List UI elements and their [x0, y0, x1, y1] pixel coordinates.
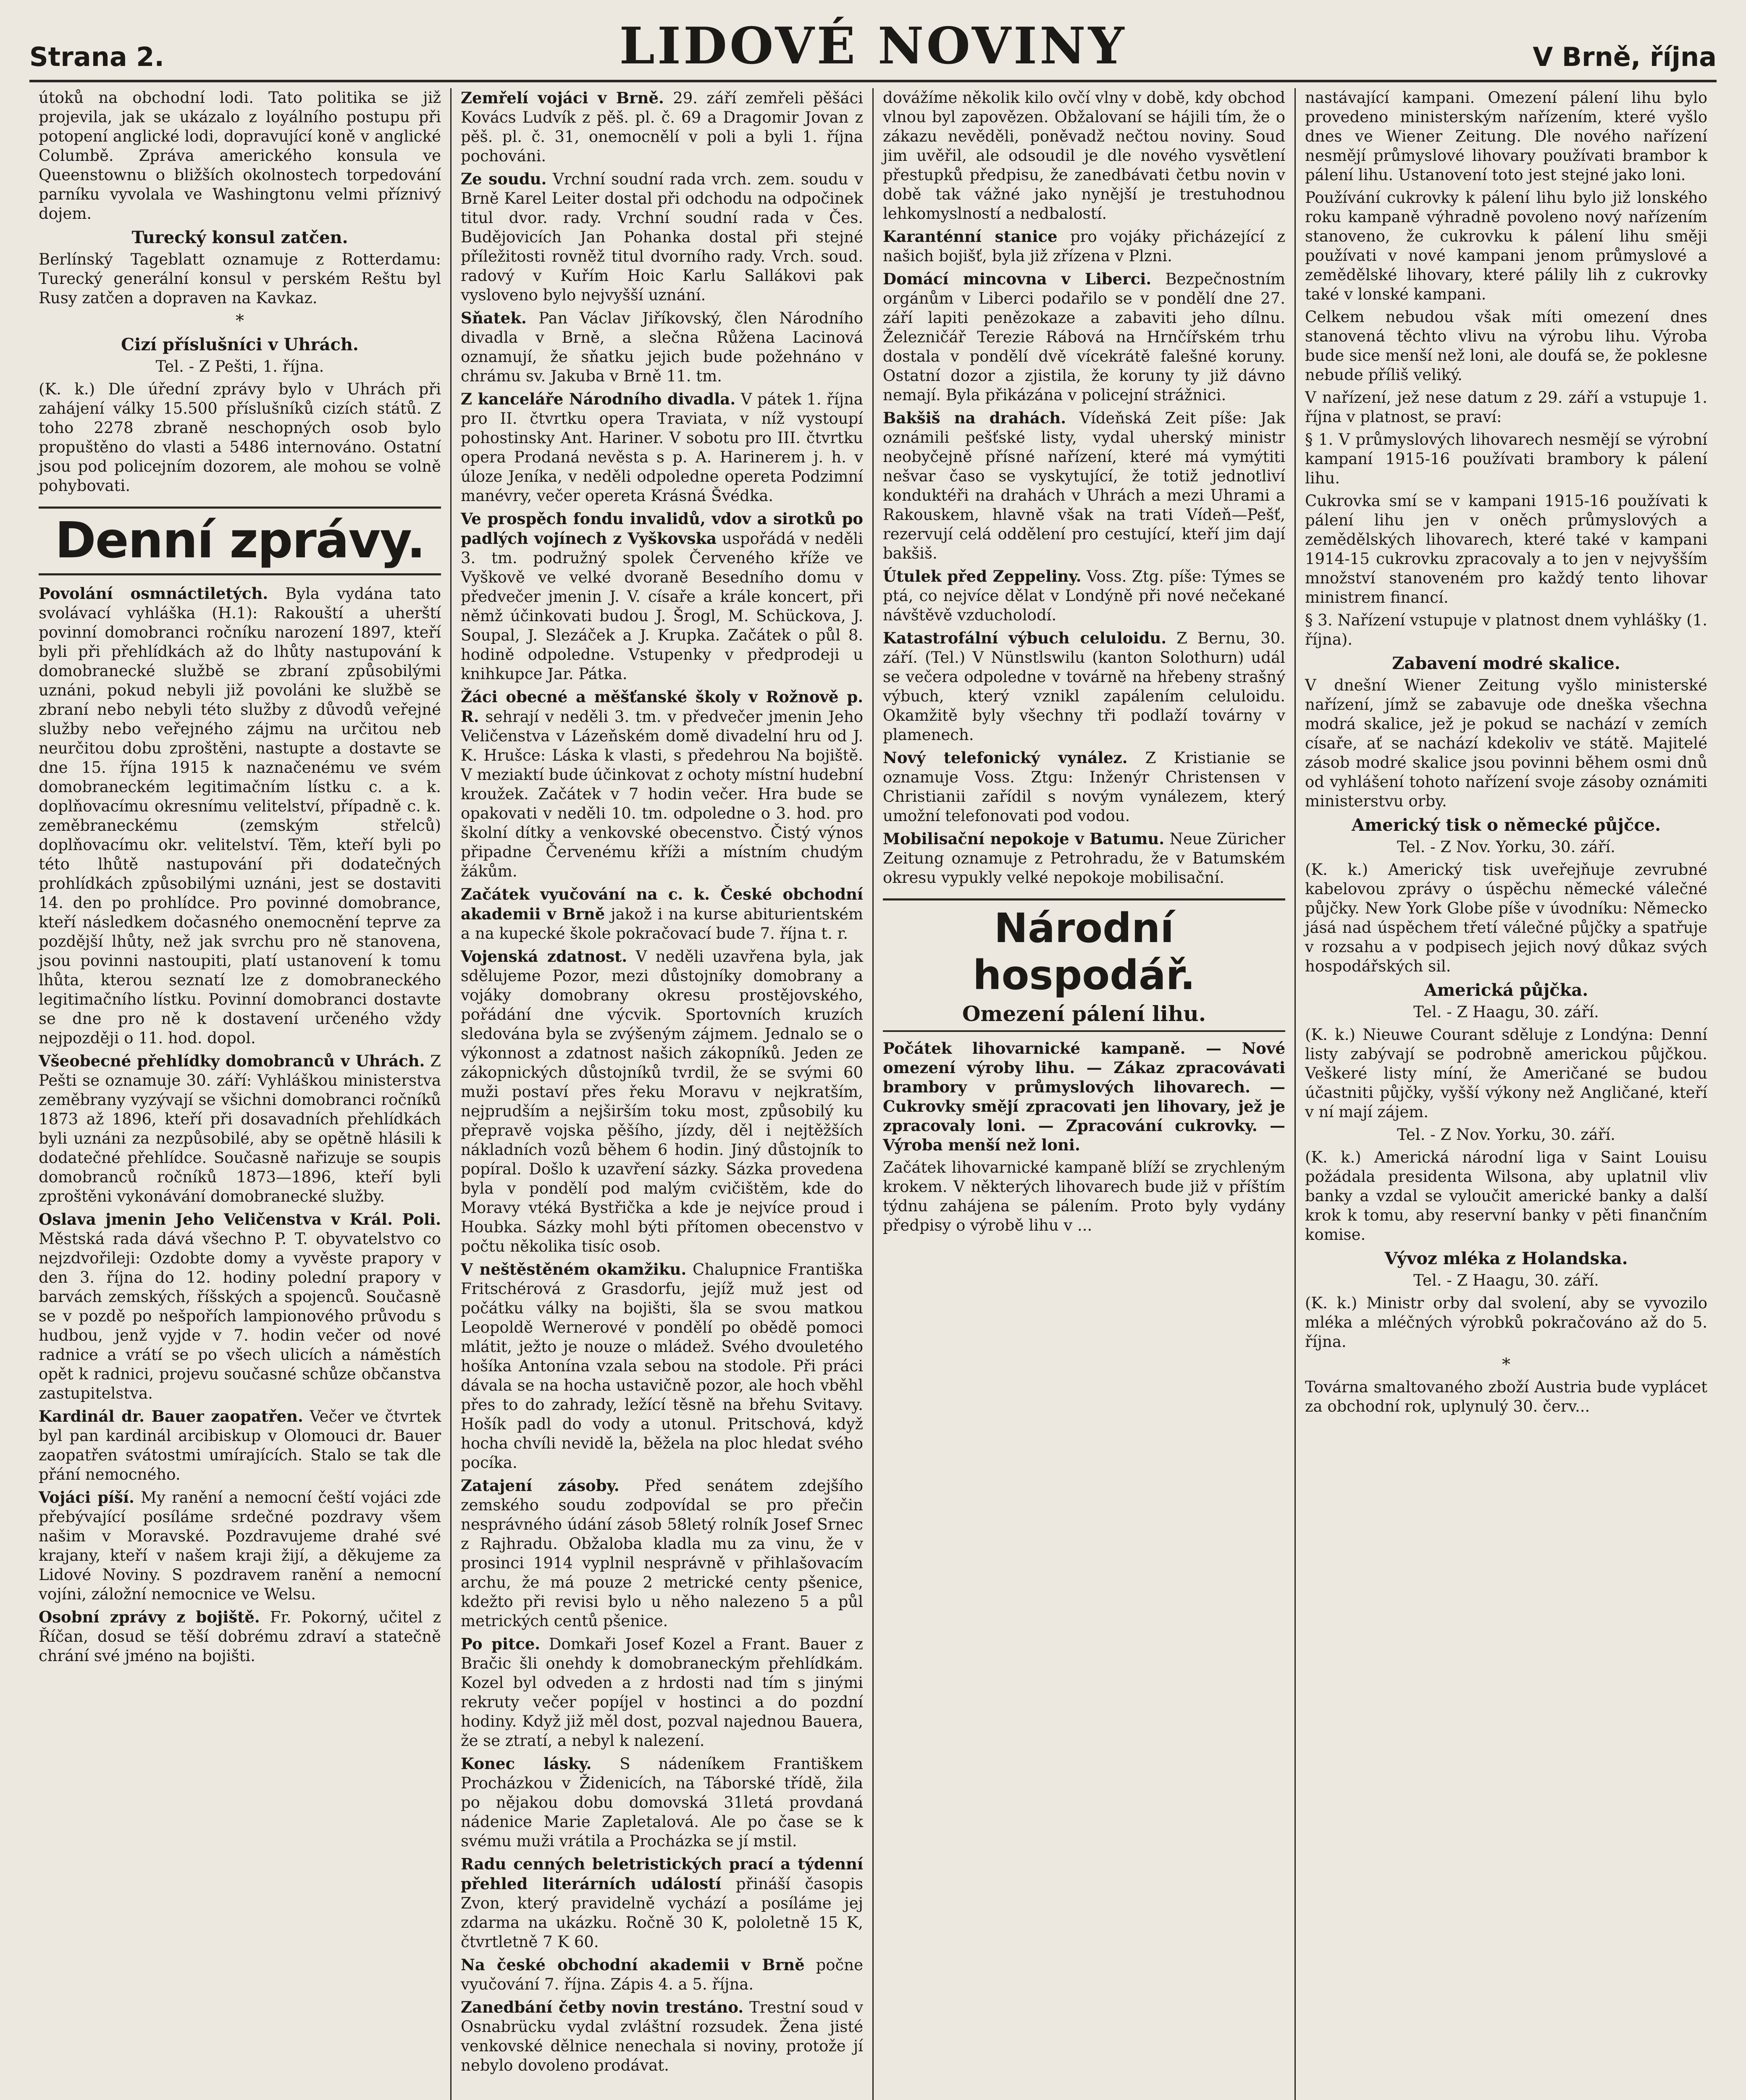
- article-narizeni: V nařízení, jež nese datum z 29. září a vstupuje 1. října v platnost, se praví:: [1305, 388, 1707, 426]
- headline-domaci: Domácí mincovna v Liberci.: [883, 270, 1152, 288]
- article-zemreli: 29. září zemřeli pěšáci Kovács Ludvík z pěš. pl. č. 69 a Dragomir Jovan z pěš. pl. č. 31, onemocnělí v poli a byli 1. října pochováni.: [461, 89, 864, 165]
- headline-kardinal: Kardinál dr. Bauer zaopatřen.: [39, 1407, 303, 1425]
- headline-soude: Ze soudu.: [461, 170, 547, 188]
- headline-americky: Americký tisk o německé půjčce.: [1351, 815, 1661, 835]
- dateline-americka-pujcka: Tel. - Z Haagu, 30. září.: [1413, 1003, 1599, 1021]
- headline-ceske: Na české obchodní akademii v Brně: [461, 1956, 805, 1974]
- headline-nestesteni: V neštěstěném okamžiku.: [461, 1260, 687, 1278]
- section-heading-narodni: Národní hospodář.: [883, 898, 1285, 999]
- headline-karantena: Karanténní stanice: [883, 227, 1058, 246]
- article-povolani: Byla vydána tato svolávací vyhláška (H.1): Rakouští a uherští povinní domobranci ročníku narození 1897, kteří byli při přehlídkách až do lhůty nastupování k domobranecké službě se zbraní způsobilými uznáni, pokud nebyli již povoláni ke službě se zbraní nebo nebyli této služby z důvodů veřejné služby nebo veřejného zájmu na určitou neb neurčitou dobu zproštěni, nastupte a dostavte se dne 15. října 1915 k naznačenému ve svém domobraneckém legitimačním lístku c. a k. doplňovacímu okresnímu velitelství, případně c. k. zeměbraneckému (zemským střelců) doplňovacímu okr. velitelství. Těm, kteří byli po této lhůtě nastupování při dodatečných prohlídkách způsobilými uznáni, jest se dostaviti 14. den po prohlídce. Pro povinné domobrance, kteří následkem dočasného onemocnění teprve za pozdější lhůty, než jak svrchu pro ně stanovena, jsou povinni nastoupiti, platí ustanovení k tomu lhůta, kterou seznatí lze z domobraneckého legitimačního lístku. Povinní domobranci dostavte se dne pro ně k dostavení určeného vždy nejpozději o 11. hod. dopol.: [39, 585, 441, 1047]
- paragraph-2: Cukrovka smí se v kampani 1915-16 používati k pálení lihu jen v oněch průmyslových a zemědělských lihovarech, které také v kampani 1914-15 cukrovku zpracovaly a to jen v nejvyšším množství stanoveném pro každý tento lihovar ministrem financí.: [1305, 492, 1707, 606]
- article-zanedbani: Trestní soud v Osnabrücku vydal zvláštní rozsudek. Žena jisté venkovské dělnice nenechala si noviny, protože jí nebylo dovoleno prodávat.: [461, 1998, 863, 2074]
- article-prospech: uspořádá v neděli 3. tm. podružný spolek Červeného kříže ve Vyškově ve velké dvoraně Besedního domu v předvečer jmenin J. V. císaře a krále koncert, při němž účinkovati budou J. Šrogl, M. Schückova, J. Soupal, J. Slezáček a J. Krupka. Začátek o půl 8. hodině odpoledne. Vstupenky v předprodeji u knihkupce Jar. Pátka.: [461, 530, 864, 683]
- article-celkem: Celkem nebudou však míti omezení dnes stanovená těchto vlivu na výrobu lihu. Výroba bude sice menší než loni, ale doufá se, že poklesne nebude příliš veliký.: [1305, 308, 1707, 384]
- headline-povolani: Povolání osmnáctiletých.: [39, 584, 268, 603]
- newspaper-title: LIDOVÉ NOVINY: [619, 16, 1127, 76]
- article-ceske: počne vyučování 7. října. Zápis 4. a 5. října.: [461, 1956, 864, 1993]
- headline-baksis: Bakšiš na drahách.: [883, 409, 1066, 427]
- headline-radu: Radu cenných beletristických prací a týdenní přehled literárních událostí: [461, 1855, 863, 1893]
- column-4: [1296, 88, 1717, 2100]
- headline-zabaveni: Zabavení modré skalice.: [1392, 654, 1620, 673]
- article-domaci: Bezpečnostním orgánům v Liberci podařilo se v pondělí dne 27. září lapiti penězokaze a zabaviti jeho dílnu. Železničář Terezie Rábová na Hrnčířském trhu dostala v pondělí dvě vícekrátě falešné koruny. Ostatní dozor a zjistila, že koruny ty již dávno nemají. Byla přikázána v policejní strážnici.: [883, 270, 1285, 404]
- article-continuation: nastávající kampani. Omezení pálení lihu bylo provedeno ministerským nařízením, které vyšlo dnes ve Wiener Zeitung. Dle nového nařízení nesmějí průmyslové lihovary používati brambor k pálení lihu. Ustanovení toto jest stejné jako loni.: [1305, 89, 1707, 184]
- article-tovarna: Továrna smaltovaného zboží Austria bude vyplácet za obchodní rok, uplynulý 30. červ...: [1305, 1378, 1707, 1415]
- column-3: [874, 88, 1296, 2100]
- column-1: [29, 88, 452, 2100]
- headline-zanedbani: Zanedbání četby novin trestáno.: [461, 1998, 744, 2016]
- headline-pitce: Po pitce.: [461, 1635, 541, 1653]
- article-konec: S nádeníkem Františkem Procházkou v Židenicích, na Táborské třídě, žila po nějakou dobu domovská 31letá provdaná nádenice Marie Zapletalová. Ale po čase se k svému muži vrátila a Procházka se jí mstil.: [461, 1755, 863, 1850]
- masthead: [29, 17, 1717, 82]
- article-snatek: Pan Václav Jiříkovský, člen Národního divadla v Brně, a slečna Růžena Lacinová oznamují, že sňatku jejich bude požehnáno v chrámu sv. Jakuba v Brně 11. tm.: [461, 309, 863, 385]
- article-zacatek-lih: Začátek lihovarnické kampaně blíží se zrychleným krokem. V některých lihovarech bude již v příštím týdnu zahájena se pálením. Proto byly vydány předpisy o výrobě lihu v ...: [883, 1158, 1285, 1234]
- separator-star: *: [236, 311, 244, 331]
- headline-zemreli: Zemřelí vojáci v Brně.: [461, 89, 664, 107]
- article-baksis: Vídeňská Zeit píše: Jak oznámili pešťské listy, vydal uherský ministr neobyčejně přísné nařízení, které má vymýtiti nešvar časo se vyskytující, že totiž jednotliví konduktéři na drahách v Uhrách a mezi Uhrami a Rakouskem, hlavně však na trati Vídeň—Pešť, rezervují celá oddělení pro cestující, kteří jim dají bakšiš.: [883, 409, 1286, 562]
- headline-zacatek: Začátek vyučování na c. k. České obchodní akademii v Brně: [461, 885, 863, 923]
- article-nestesteni: Chalupnice Františka Fritschérová z Grasdorfu, jejíž muž jest od počátku války na bojišti, šla se svou matkou Leopoldě Wernerové v pondělí po obědě pomoci mlátit, ježto je nouze o mládež. Svého dvouletého hošíka Antonína vzala sebou na stodole. Při práci dávala se na hocha ustavičně pozor, ale hoch vběhl přes to do zahrady, ležící těsně na břehu Svitavy. Hošík padl do vody a utonul. Pritschová, když hocha chvíli nevidě la, běžela na ploc hledat svého pocíka.: [461, 1260, 863, 1472]
- headline-katastrofa: Katastrofální výbuch celuloidu.: [883, 629, 1167, 647]
- dateline: V Brně, října: [1533, 42, 1717, 72]
- article-americka-pujcka: (K. k.) Nieuwe Courant sděluje z Londýna: Denní listy zabývají se podrobně americkou půjčkou. Veškeré listy míní, že Američané se budou účastniti půjčky, vyšší výkony než Angličané, kteří v ní mají zájem.: [1305, 1026, 1707, 1121]
- article-zaci: sehrají v neděli 3. tm. v předvečer jmenin Jeho Veličenstva v Lázeňském domě divadelní hru od J. K. Hrušce: Láska k vlasti, s předehrou Na bojiště. V meziaktí bude účinkovat z ochoty místní hudební kroužek. Začátek v 7 hodin večer. Hra bude se opakovati v neděli 10. tm. odpoledne o 3. hod. pro školní dítky a venkovské obecenstvo. Čistý výnos připadne Červenému kříži a místním chudým žákům.: [461, 708, 863, 880]
- dateline-americky: Tel. - Z Nov. Yorku, 30. září.: [1397, 838, 1615, 856]
- article-telefon: Z Kristianie se oznamuje Voss. Ztgu: Inženýr Christensen v Christianii zařídil s novým vynálezem, který umožní telefonovati pod vodou.: [883, 749, 1285, 825]
- headline-prospech: Ve prospěch fondu invalidů, vdov a sirotků po padlých vojínech z Vyškovska: [461, 509, 863, 548]
- headline-vseobecne: Všeobecné přehlídky domobranců v Uhrách.: [39, 1052, 425, 1070]
- article-radu: přináší časopis Zvon, který pravidelně vychází a posíláme jej zdarma na ukázku. Ročně 30 K, pololetně 15 K, čtvrtletně 7 K 60.: [461, 1875, 864, 1951]
- article-osobni: Fr. Pokorný, učitel z Říčan, dosud se těší dobrému zdraví a statečně chrání své jméno na bojišti.: [39, 1608, 441, 1665]
- page-label: Strana 2.: [29, 42, 164, 72]
- article-karantena: pro vojáky přicházející z našich bojišť, byla již zřízena v Plzni.: [883, 228, 1285, 265]
- article-vojenska: V neděli uzavřena byla, jak sdělujeme Pozor, mezi důstojníky domobrany a vojáky domobrany okresu prostějovského, pořádání dne výcvik. Sportovních kruzích sledována byla se zvýšeným zájmem. Jednalo se o výkonnost a zdatnost našich zákopníků. Jeden ze zákopnických důstojníků tvrdil, že se svými 60 muži postaví přes řeku Moravu v nejkratším, nejprudším a nejširším toku most, způsobilý ku přepravě vojska pěšího, jízdy, děl i nejtěžších nákladních vozů během 6 hodin. Jiný důstojník to popíral. Došlo k uzavření sázky. Sázka provedena byla v pondělí pod malým cvičištěm, kde do Moravy vtéká Bystřička a kde je nejvíce proud i Houbka. Sázky mohl býti přítomen obecenstvo v počtu několika tisíc osob.: [461, 948, 863, 1255]
- paragraph-1: § 1. V průmyslových lihovarech nesmějí se výrobní kampaní 1915-16 používati brambory k pálení lihu.: [1305, 430, 1707, 487]
- article-zatajeni: Před senátem zdejšího zemského soudu zodpovídal se pro přečin nesprávného údání zásob 58letý rolník Josef Srnec z Rajhradu. Obžaloba kladla mu za vinu, že v prosinci 1914 vyplnil nesprávně v přihlašovacím archu, že má pouze 2 metrické centy pšenice, kdežto při revisi bylo u něho nalezeno 5 a půl metrických centů pšenice.: [461, 1477, 863, 1630]
- article-zabaveni: V dnešní Wiener Zeitung vyšlo ministerské nařízení, jímž se zabavuje ode dneška všechna modrá skalice, jež je pokud se nachází v zemích císaře, ať se nachází kdekoliv ve státě. Majitelé zásob modré skalice jsou povinni během osmi dnů od vyhlášení tohoto nařízení svoje zásoby oznámiti ministerstvu orby.: [1305, 676, 1707, 810]
- headline-oslava: Oslava jmenin Jeho Veličenstva v Král. Poli.: [39, 1210, 441, 1228]
- article-mobilisace: Neue Züricher Zeitung oznamuje z Petrohradu, že v Batumském okresu vypukly velké nepokoje mobilisační.: [883, 830, 1286, 887]
- dateline-ny: Tel. - Z Nov. Yorku, 30. září.: [1397, 1126, 1615, 1144]
- article-vojaci: My ranění a nemocní čeští vojáci zde přebývající posíláme srdečné pozdravy všem našim v Moravské. Pozdravujeme drahé své krajany, kteří v našem kraji žijí, a děkujeme za Lidové Noviny. S pozdravem ranění a nemocní vojíni, záložní nemocnice ve Welsu.: [39, 1488, 441, 1603]
- headline-kancelar: Z kanceláře Národního divadla.: [461, 390, 736, 408]
- article-soude: Vrchní soudní rada vrch. zem. soudu v Brně Karel Leiter dostal při odchodu na odpočinek titul dvor. rady. Vrchní soudní rada v Čes. Budějovicích Jan Pohanka dostal při stejné příležitosti rovněž titul dvorního rady. Vrch. soud. radový v Kuřím Hoic Karlu Sallákovi pak vysloveno bylo nejvyšší uznání.: [461, 170, 864, 304]
- dateline-vyvoz: Tel. - Z Haagu, 30. září.: [1413, 1271, 1599, 1289]
- article-vyvoz: (K. k.) Ministr orby dal svolení, aby se vyvozilo mléka a mléčných výrobků pokračováno až do 5. října.: [1305, 1294, 1707, 1351]
- headline-osobni: Osobní zprávy z bojiště.: [39, 1608, 260, 1626]
- subheading-omezeni: Omezení pálení lihu.: [883, 1001, 1285, 1032]
- section-heading-denni: Denní zprávy.: [39, 507, 441, 575]
- article-cizi: (K. k.) Dle úřední zprávy bylo v Uhrách při zahájení války 15.500 příslušníků cizích států. Z toho 2278 zbraně neschopných osob bylo propuštěno do vlasti a 5486 internováno. Ostatní jsou pod policejním dozorem, ale mohou se volně pohybovati.: [39, 380, 441, 495]
- article-summary: Počátek lihovarnické kampaně. — Nové omezení výroby lihu. — Zákaz zpracovávati brambory v průmyslových lihovarech. — Cukrovky smějí zpracovati jen lihovary, jež je zpracovaly loni. — Zpracování cukrovky. — Výroba menší než loni.: [883, 1039, 1285, 1154]
- article-pitce: Domkaři Josef Kozel a Frant. Bauer z Bračic šli onehdy k domobraneckým přehlídkám. Kozel byl odveden a z hrdosti nad tím s jinými rekruty večer popíjel v hostinci a do pozdní hodiny. Když již měl dost, pozval najednou Bauera, že se ztratí, a nebyl k nalezení.: [461, 1635, 863, 1750]
- headline-zaci: Žáci obecné a měšťanské školy v Rožnově p. R.: [461, 688, 863, 726]
- article-vseobecne: Z Pešti se oznamuje 30. září: Vyhláškou ministerstva zeměbrany vyzývají se všichni domobranci ročníků 1873 až 1896, kteří při dosavadních přehlídkách byli uznáni za nezpůsobilé, aby se opětně hlásili k dodatečné přehlídce. Současně nařizuje se soupis domobranců ročníků 1873—1896, kteří byli zproštěni vykonávání domobranecké služby.: [39, 1052, 441, 1205]
- headline-americka-pujcka: Americká půjčka.: [1424, 980, 1588, 1000]
- headline-vojaci: Vojáci píší.: [39, 1488, 134, 1507]
- headline-vojenska: Vojenská zdatnost.: [461, 947, 628, 966]
- columns: [29, 88, 1717, 2100]
- dateline-cizi: Tel. - Z Pešti, 1. října.: [155, 357, 324, 375]
- headline-telefon: Nový telefonický vynález.: [883, 748, 1128, 767]
- paragraph-3: § 3. Nařízení vstupuje v platnost dnem vyhlášky (1. října).: [1305, 611, 1707, 648]
- article-continuation: dovážíme několik kilo ovčí vlny v době, kdy obchod vlnou byl zapovězen. Obžalovaní se hájili tím, že o zákazu nevěděli, poněvadž nečtou noviny. Soud jim uvěřil, ale odsoudil je dle nového vysvětlení přestupků předpisu, že zanedbávati četbu novin v době tak vážné jako nynější je trestuhodnou lehkomyslností a nedbalostí.: [883, 89, 1285, 223]
- article-continuation: útoků na obchodní lodi. Tato politika se již projevila, jak se ukázalo z loyálního postupu při potopení anglické lodi, dopravující koně v anglické Columbě. Zpráva amerického konsula ve Queenstownu o bližších okolnostech torpedování parníku vyvolala ve Washingtonu velmi příznivý dojem.: [39, 89, 441, 223]
- article-katastrofa: Z Bernu, 30. září. (Tel.) V Nünstlswilu (kanton Solothurn) udál se večera odpoledne v továrně na hřebeny strašný výbuch, který vznikl zapálením celuloidu. Okamžitě byly všechny tři podlaží továrny v plamenech.: [883, 629, 1285, 744]
- article-turecky: Berlínský Tageblatt oznamuje z Rotterdamu: Turecký generální konsul v perském Reštu byl Rusy zatčen a dopraven na Kavkaz.: [39, 250, 441, 307]
- headline-cizi: Cizí příslušníci v Uhrách.: [121, 335, 359, 354]
- article-kardinal: Večer ve čtvrtek byl pan kardinál arcibiskup v Olomouci dr. Bauer zaopatřen svátostmi umírajících. Stalo se tak dle přání nemocného.: [39, 1407, 441, 1483]
- article-americky: (K. k.) Americký tisk uveřejňuje zevrubné kabelovou zprávy o úspěchu německé válečné půjčky. New York Globe píše v úvodníku: Německo jásá nad úspěchem třetí válečné půjčky a spatřuje v rozsahu a v podpisech jejich nový důkaz svých hospodářských sil.: [1305, 861, 1707, 975]
- headline-snatek: Sňatek.: [461, 309, 527, 327]
- article-zacatek: jakož i na kurse abiturientském a na kupecké škole pokračovací bude 7. října t. r.: [461, 905, 864, 942]
- separator-star: *: [1502, 1355, 1510, 1374]
- headline-konec: Konec lásky.: [461, 1754, 592, 1773]
- headline-utulek: Útulek před Zeppeliny.: [883, 567, 1082, 585]
- headline-turecky: Turecký konsul zatčen.: [131, 228, 348, 247]
- article-ny: (K. k.) Americká národní liga v Saint Louisu požádala presidenta Wilsona, aby uplatnil vliv banky a vzdal se vyloučit americké banky a další krok k tomu, aby reservní banky v pěti finančním komise.: [1305, 1148, 1707, 1244]
- article-utulek: Voss. Ztg. píše: Týmes se ptá, co nejvíce dělat v Londýně při nové nečekané návštěvě vzducholodí.: [883, 567, 1286, 624]
- column-2: [452, 88, 874, 2100]
- headline-mobilisace: Mobilisační nepokoje v Batumu.: [883, 830, 1165, 848]
- article-pouzivani: Používání cukrovky k pálení lihu bylo již lonského roku kampaně výhradně povoleno nový nařízením stanoveno, že cukrovku k pálení lihu směji používati v nové kampani jenom průmyslové a zemědělské lihovary, které pálily lih z cukrovky také v lonské kampani.: [1305, 189, 1707, 303]
- headline-vyvoz: Vývoz mléka z Holandska.: [1384, 1249, 1628, 1268]
- article-kancelar: V pátek 1. října pro II. čtvrtku opera Traviata, v níž vystoupí pohostinsky Ant. Hariner. V sobotu pro III. čtvrtku opera Prodaná nevěsta s p. A. Harinerem j. h. v úloze Jeníka, v neděli odpoledne opereta Podzimní manévry, večer opereta Krásná Švédka.: [461, 390, 863, 505]
- headline-zatajeni: Zatajení zásoby.: [461, 1476, 620, 1495]
- article-oslava: Městská rada dává všechno P. T. obyvatelstvo co nejzdvořileji: Ozdobte domy a vyvěste prapory v den 3. října do 12. hodiny polední prapory v barvách zemských, říšských a spojenců. Současně se v pozdě po nešpořích lampionového průvodu s hudbou, jenž vyjde v 7. hodin večer od nové radnice a vrátí se po všech ulicích a náměstích opět k radnici, projevu současné schůze občanstva zastupitelstva.: [39, 1230, 441, 1402]
